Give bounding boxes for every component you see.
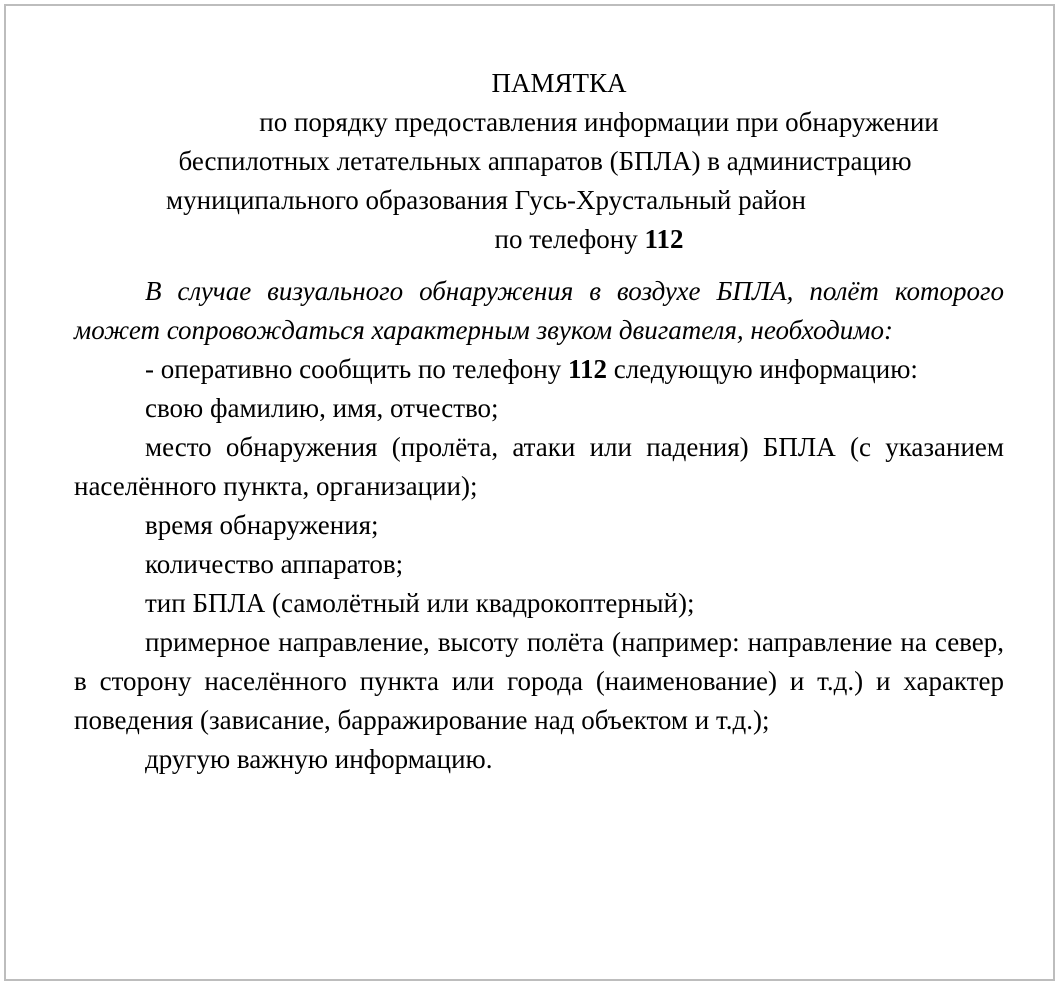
memo-document — [74, 64, 1004, 779]
list-item: другую важную информацию. — [145, 744, 493, 774]
report-suffix: следующую информацию: — [606, 354, 918, 384]
list-item: свою фамилию, имя, отчество; — [145, 393, 499, 423]
memo-title-block — [74, 64, 1004, 259]
memo-subtitle-line-4 — [74, 220, 1004, 259]
memo-subtitle-line-3: муниципального образования Гусь-Хрустальный район — [166, 185, 806, 215]
report-phone-number: 112 — [567, 354, 607, 384]
report-prefix: - оперативно сообщить по телефону — [145, 354, 568, 384]
list-item: примерное направление, высоту полёта (например: направление на север, в сторону населённого пункта или города (наименование) и т.д.) и характер поведения (зависание, барражирование над объектом и т.д.); — [74, 627, 1004, 735]
memo-subtitle-line-1: по порядку предоставления информации при обнаружении — [259, 107, 939, 137]
emergency-phone-number: 112 — [644, 224, 684, 254]
intro-paragraph: В случае визуального обнаружения в воздухе БПЛА, полёт которого может сопровождаться характерным звуком двигателя, необходимо: — [74, 276, 1004, 345]
list-item: место обнаружения (пролёта, атаки или падения) БПЛА (с указанием населённого пункта, организации); — [74, 432, 1004, 501]
memo-heading: ПАМЯТКА — [491, 68, 627, 98]
list-item: количество аппаратов; — [145, 549, 404, 579]
report-instruction — [74, 350, 1004, 389]
phone-prefix: по телефону — [494, 224, 645, 254]
list-item: тип БПЛА (самолётный или квадрокоптерный); — [145, 588, 695, 618]
list-item: время обнаружения; — [145, 510, 379, 540]
memo-subtitle-line-2: беспилотных летательных аппаратов (БПЛА) в администрацию — [178, 146, 912, 176]
